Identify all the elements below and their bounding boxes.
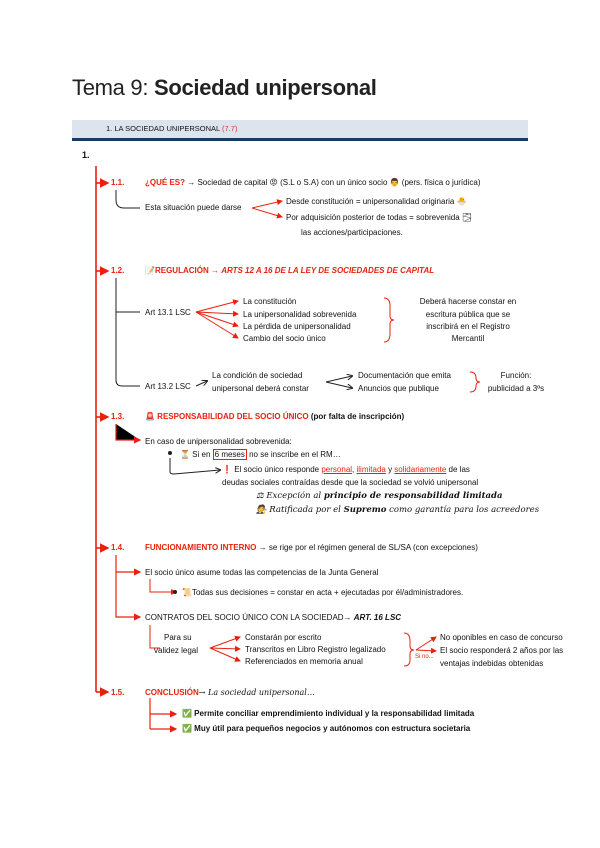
requisito-item: Transcritos en Libro Registro legalizado — [245, 645, 386, 654]
note-line: Deberá hacerse constar en — [419, 297, 517, 306]
opt-sobrevenida: Por adquisición posterior de todas = sobrevenida 🌫 — [286, 213, 473, 222]
section-1-4-line: FUNCIONAMIENTO INTERNO → se rige por el régimen general de SL/SA (con excepciones) — [145, 543, 478, 552]
doc-text: Documentación que emita — [358, 371, 451, 380]
list-item: Cambio del socio único — [243, 334, 326, 343]
note-line: Mercantil — [451, 334, 485, 343]
condicion-line: La condición de sociedad — [212, 371, 303, 380]
section-1-2-line: 📝REGULACIÓN → ARTS 12 A 16 DE LA LEY DE SOCIEDADES DE CAPITAL — [145, 266, 435, 275]
section-number: 1.3. — [111, 412, 125, 421]
anuncios-text: Anuncios que publique — [358, 384, 439, 393]
responsabilidad-text-cont: deudas sociales contraídas desde que la sociedad se volvió unipersonal — [222, 478, 479, 487]
list-item: La constitución — [243, 297, 297, 306]
section-1-5-line: CONCLUSIÓN→ La sociedad unipersonal… — [145, 688, 315, 697]
list-item: La pérdida de unipersonalidad — [243, 322, 351, 331]
consecuencia-item: No oponibles en caso de concurso — [440, 633, 563, 642]
condicion-line: unipersonal deberá constar — [212, 384, 309, 393]
situacion-text: Esta situación puede darse — [145, 203, 242, 212]
outline-number: 1. — [82, 150, 90, 160]
funcion-text: Función: — [500, 371, 532, 380]
decisiones-text: 📜Todas sus decisiones = constar en acta + ejecutadas por él/administradores. — [182, 588, 464, 597]
section-number: 1.5. — [111, 688, 125, 697]
excepcion-text: ⚖ Excepción al principio de responsabilidad limitada — [256, 491, 503, 501]
ratificada-text: 🧑‍⚖️ Ratificada por el Supremo como garantía para los acreedores — [256, 505, 540, 515]
contratos-text: CONTRATOS DEL SOCIO ÚNICO CON LA SOCIEDAD→ ART. 16 LSC — [145, 613, 402, 622]
asume-text: El socio único asume todas las competencias de la Junta General — [145, 568, 379, 577]
requisito-item: Referenciados en memoria anual — [245, 657, 363, 666]
section-1-3-line: 🚨 RESPONSABILIDAD DEL SOCIO ÚNICO (por falta de inscripción) — [145, 412, 405, 421]
list-item: La unipersonalidad sobrevenida — [243, 310, 357, 319]
opt-sobrevenida-cont: las acciones/participaciones. — [301, 228, 403, 237]
section-1-1-line: ¿QUÉ ES? → Sociedad de capital 😡 (S.L o S.A) con un único socio 👨 (pers. física o jurídica) — [145, 178, 481, 187]
page-title: Tema 9: Sociedad unipersonal — [72, 75, 377, 100]
art-13-1: Art 13.1 LSC — [145, 308, 191, 317]
note-line: inscribirá en el Registro — [426, 322, 510, 331]
section-number: 1.2. — [111, 266, 125, 275]
requisito-item: Constarán por escrito — [245, 633, 322, 642]
note-line: escritura pública que se — [425, 310, 511, 319]
conclusion-item: ✅ Permite conciliar emprendimiento individual y la responsabilidad limitada — [182, 709, 475, 718]
validez-text: validez legal — [154, 646, 199, 655]
art-13-2: Art 13.2 LSC — [145, 382, 191, 391]
conclusion-item: ✅ Muy útil para pequeños negocios y autónomos con estructura societaria — [182, 724, 471, 733]
plazo-text: ⏳ Si en 6 meses no se inscribe en el RM… — [180, 450, 341, 459]
caso-text: En caso de unipersonalidad sobrevenida: — [145, 437, 292, 446]
responsabilidad-text: ❗ El socio único responde personal, ilimitada y solidariamente de las — [222, 465, 470, 474]
section-header-label: 1. LA SOCIEDAD UNIPERSONAL (7.7) — [106, 124, 238, 133]
consecuencia-item: El socio responderá 2 años por las — [440, 646, 564, 655]
section-number: 1.4. — [111, 543, 125, 552]
section-number: 1.1. — [111, 178, 125, 187]
validez-text: Para su — [164, 633, 192, 642]
consecuencia-item: ventajas indebidas obtenidas — [440, 659, 544, 668]
si-no-label: Si no... — [415, 654, 434, 660]
opt-originaria: Desde constitución = unipersonalidad originaria 🐣 — [286, 197, 467, 206]
funcion-text: publicidad a 3ºs — [487, 384, 545, 393]
